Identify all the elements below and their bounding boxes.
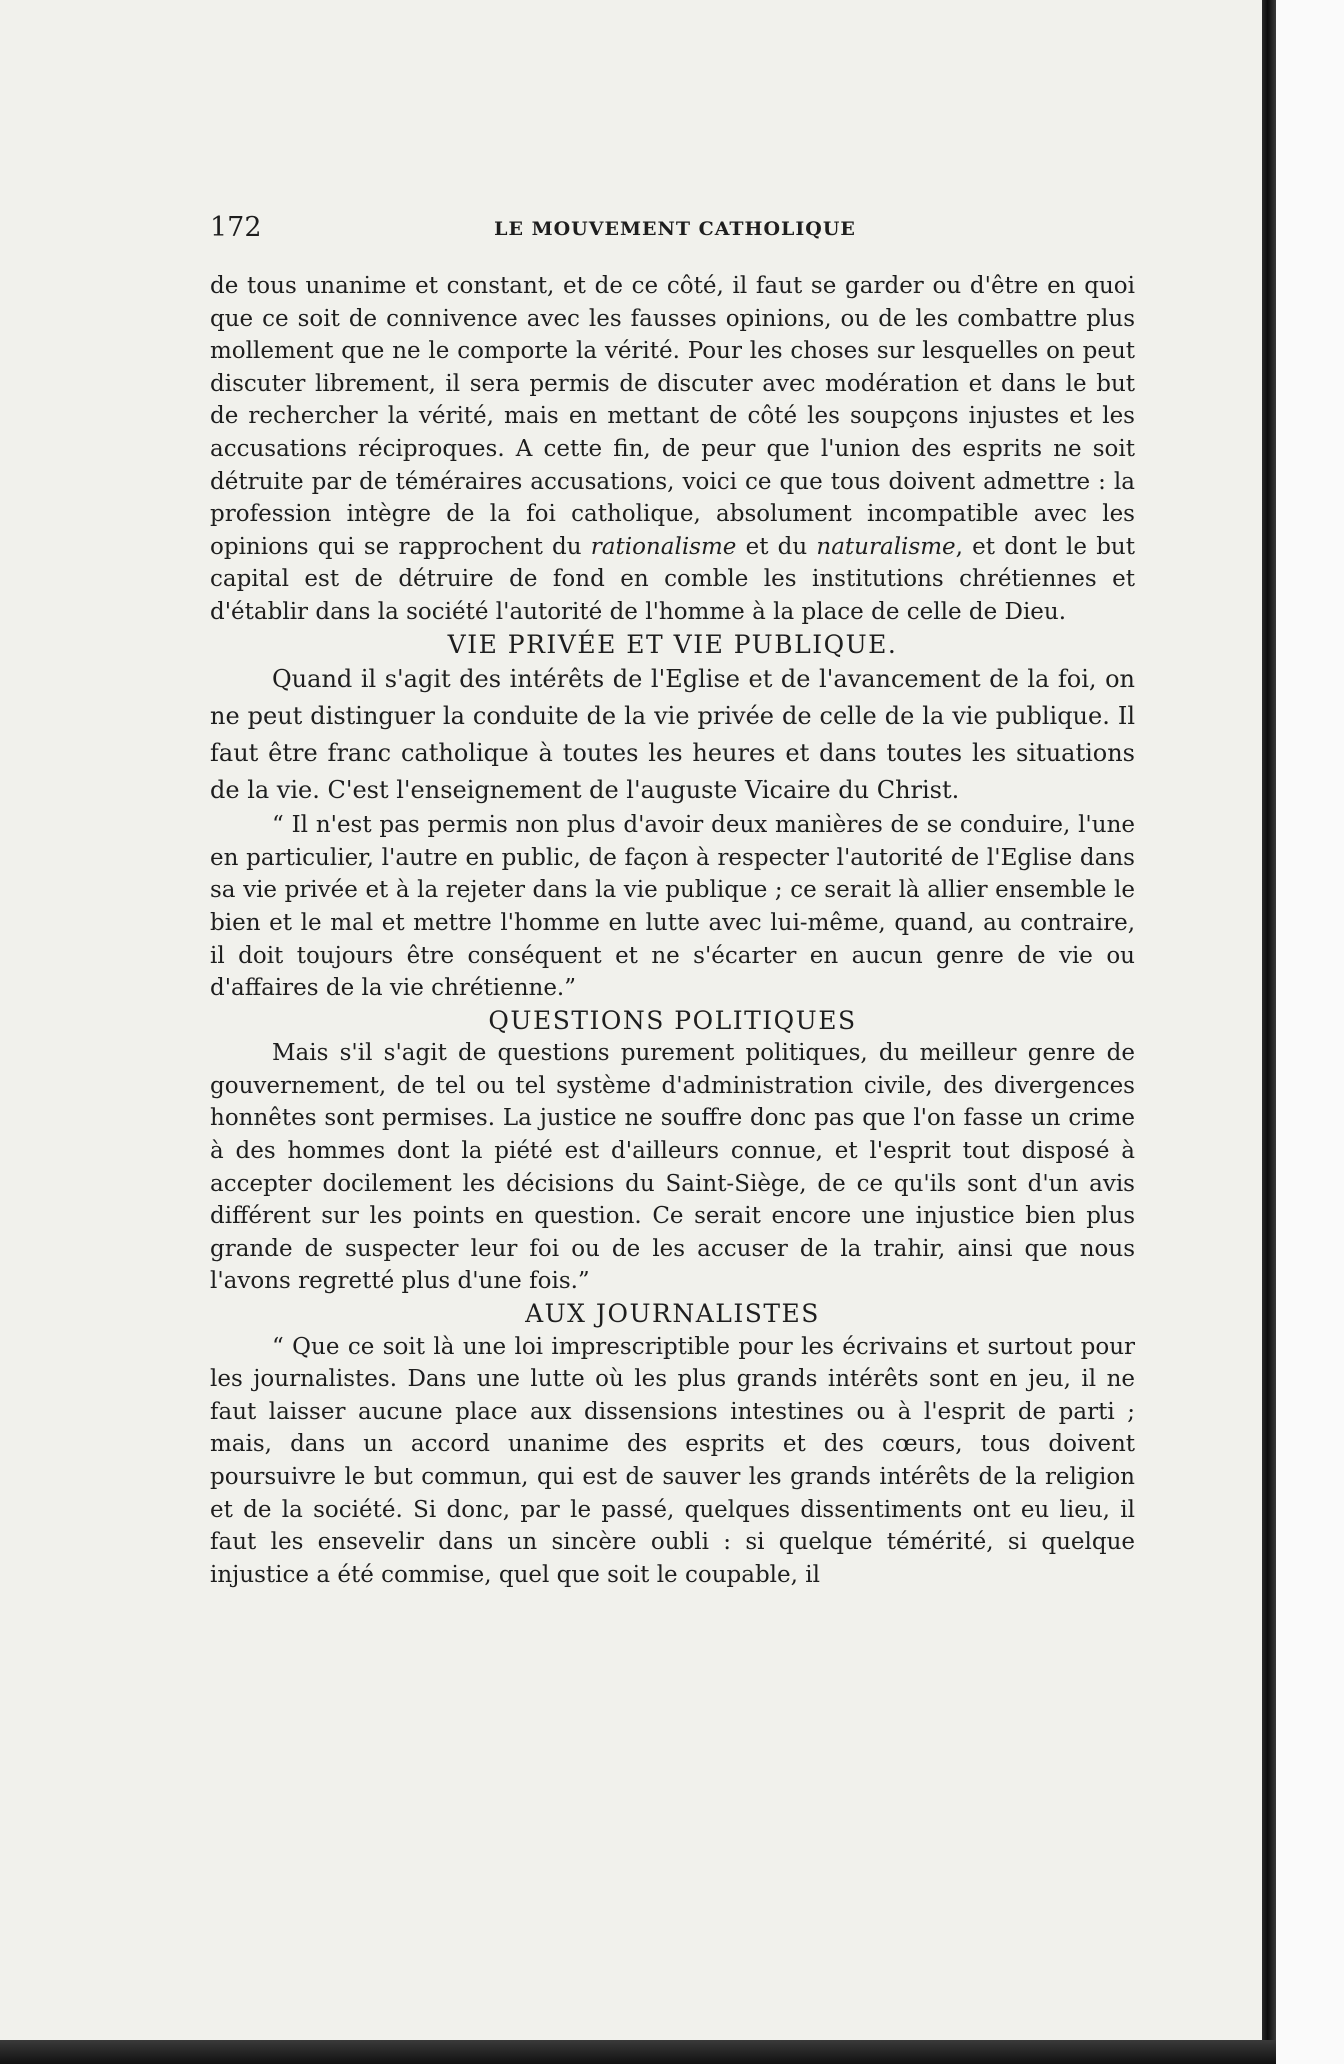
paragraph-journalistes: “ Que ce soit là une loi imprescriptible pour les écrivains et surtout pour les journalistes. Dans une lutte où les plus grands intérêts sont en jeu, il ne faut laisser aucune place aux dissensions intestines ou à l'esprit de parti ; mais, dans un accord unanime des esprits et des cœurs, tous doivent poursuivre le but commun, qui est de sauver les grands intérêts de la religion et de la société. Si donc, par le passé, quelques dissentiments ont eu lieu, il faut les ensevelir dans un sincère oubli : si quelque témérité, si quelque injustice a été commise, quel que soit le coupable, il [210, 1333, 1135, 1588]
scan-margin [1276, 0, 1344, 2064]
section-heading-vie-privee: VIE PRIVÉE ET VIE PUBLIQUE. [447, 629, 898, 659]
page-number: 172 [210, 212, 262, 243]
page-body [210, 270, 1135, 1591]
section-heading-journalistes: AUX JOURNALISTES [525, 1299, 820, 1329]
section-heading-questions-politiques: QUESTIONS POLITIQUES [488, 1005, 857, 1035]
paragraph-vie-privee: Quand il s'agit des intérêts de l'Eglise et de l'avancement de la foi, on ne peut distinguer la conduite de la vie privée de celle de la vie publique. Il faut être franc catholique à toutes les heures et dans toutes les situations de la vie. C'est l'enseignement de l'auguste Vicaire du Christ. [210, 665, 1135, 805]
running-head: LE MOUVEMENT CATHOLIQUE [494, 218, 856, 240]
scan-bottom-edge [0, 2040, 1276, 2064]
paragraph-intro-end: , et dont le but capital est de détruire de fond en comble les institutions chrétiennes et d'établir dans la société l'autorité de l'homme à la place de celle de Dieu. [210, 533, 1135, 625]
paragraph-intro-connector: et du [745, 533, 808, 560]
paragraph-politiques: Mais s'il s'agit de questions purement politiques, du meilleur genre de gouvernement, de tel ou tel système d'administration civile, des divergences honnêtes sont permises. La justice ne souffre donc pas que l'on fasse un crime à des hommes dont la piété est d'ailleurs connue, et l'esprit tout disposé à accepter docilement les décisions du Saint-Siège, de ce qu'ils sont d'un avis différent sur les points en question. Ce serait encore une injustice bien plus grande de suspecter leur foi ou de les accuser de la trahir, ainsi que nous l'avons regretté plus d'une fois.” [210, 1040, 1135, 1295]
page-header [210, 212, 1140, 252]
book-spine-shadow [1262, 0, 1276, 2064]
term-naturalisme: naturalisme [816, 533, 956, 560]
term-rationalisme: rationalisme [590, 533, 737, 560]
paragraph-intro [210, 270, 1135, 629]
paragraph-intro-text: de tous unanime et constant, et de ce côté, il faut se garder ou d'être en quoi que ce soit de connivence avec les fausses opinions, ou de les combattre plus mollement que ne le comporte la vérité. Pour les choses sur lesquelles on peut discuter librement, il sera permis de discuter avec modération et dans le but de rechercher la vérité, mais en mettant de côté les soupçons injustes et les accusations réciproques. A cette fin, de peur que l'union des esprits ne soit détruite par de téméraires accusations, voici ce que tous doivent admettre : la profession intègre de la foi catholique, absolument incompatible avec les opinions qui se rapprochent du [210, 273, 1135, 560]
paragraph-quotation: “ Il n'est pas permis non plus d'avoir deux manières de se conduire, l'une en particulier, l'autre en public, de façon à respecter l'autorité de l'Eglise dans sa vie privée et à la rejeter dans la vie publique ; ce serait là allier ensemble le bien et le mal et mettre l'homme en lutte avec lui-même, quand, au contraire, il doit toujours être conséquent et ne s'écarter en aucun genre de vie ou d'affaires de la vie chrétienne.” [210, 812, 1135, 1002]
